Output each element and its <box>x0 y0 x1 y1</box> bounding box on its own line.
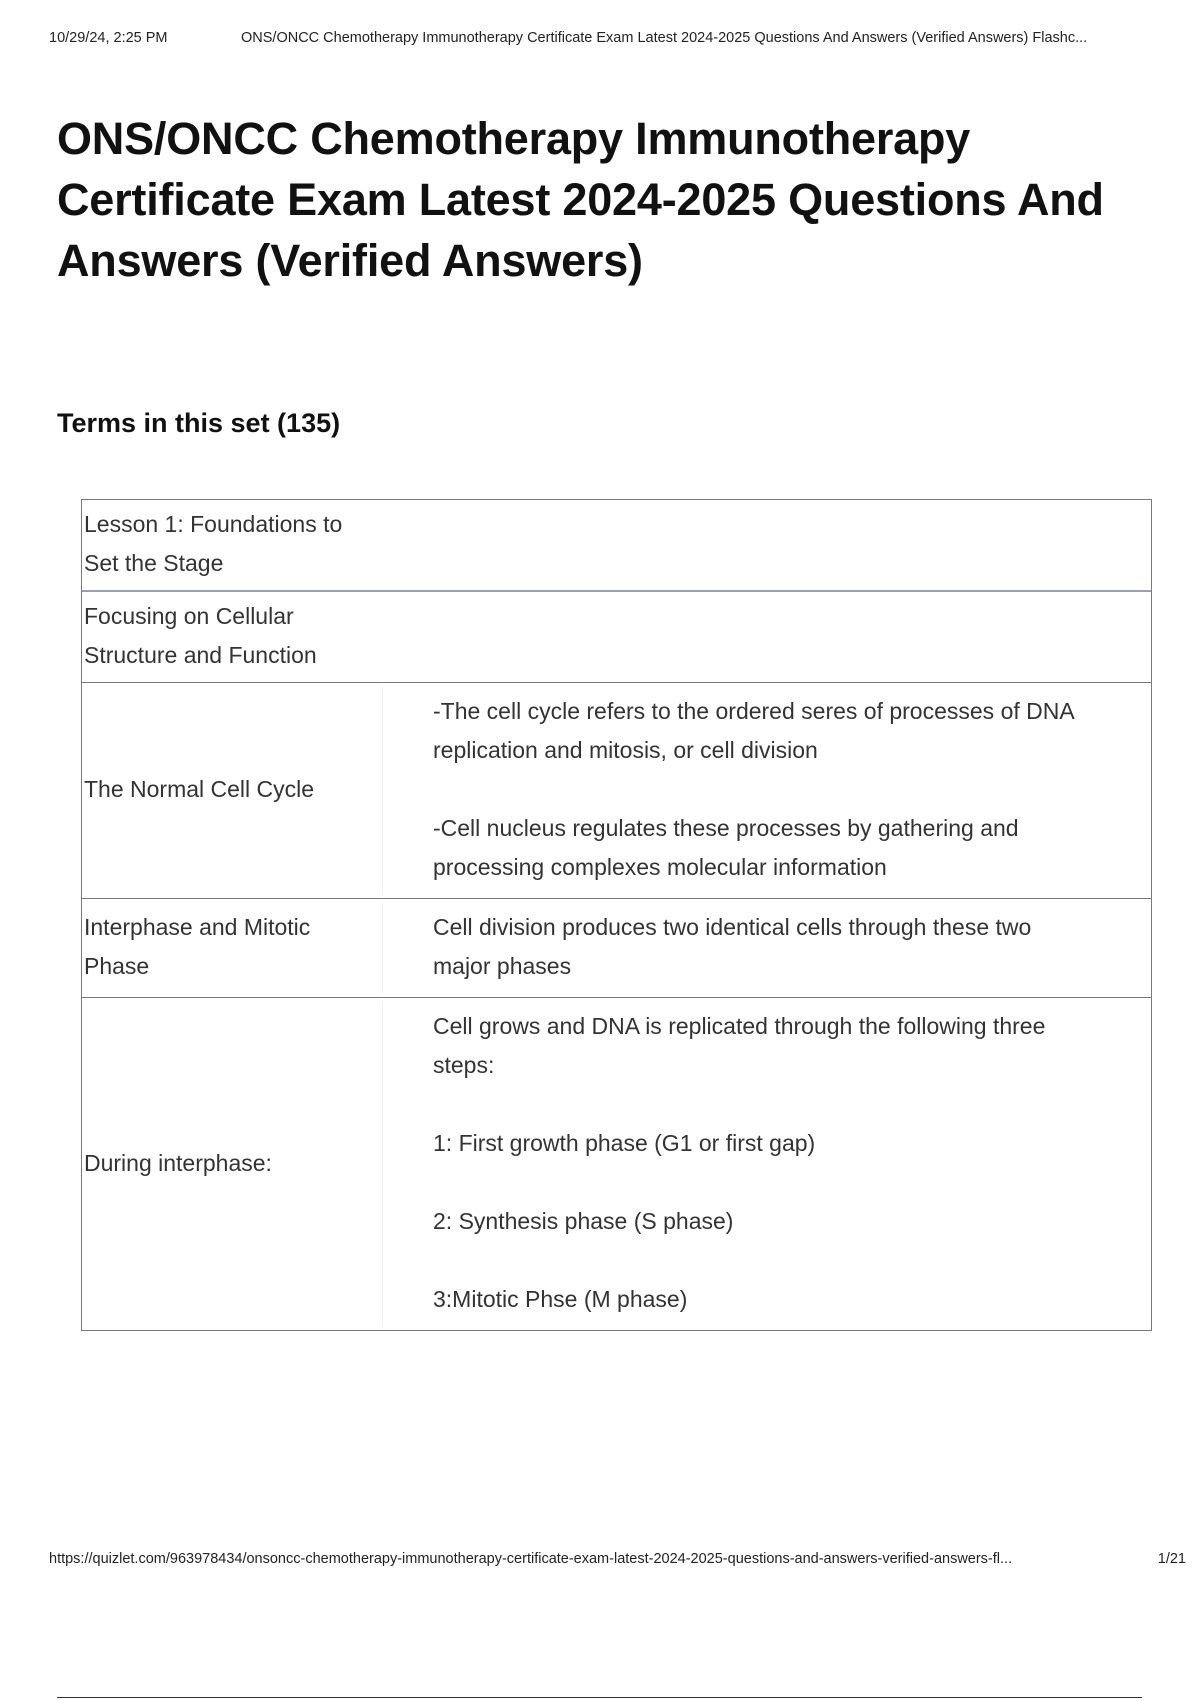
definition-paragraph: Cell grows and DNA is replicated through the following three steps: <box>433 1013 1046 1078</box>
page-number: 1/21 <box>1157 1551 1186 1567</box>
definition-paragraph: Cell division produces two identical cells through these two major phases <box>433 914 1032 979</box>
definition-cell <box>382 903 1151 993</box>
term-row <box>82 682 1151 898</box>
page-title: ONS/ONCC Chemotherapy Immunotherapy Certificate Exam Latest 2024-2025 Questions And Answers (Verified Answers) <box>57 113 1104 286</box>
term-row <box>82 590 1151 682</box>
term-cell <box>82 899 382 997</box>
print-document-title: ONS/ONCC Chemotherapy Immunotherapy Certificate Exam Latest 2024-2025 Questions And Answers (Verified Answers) Flashc... <box>241 30 1088 46</box>
term-row <box>82 997 1151 1330</box>
term-text: The Normal Cell Cycle <box>84 776 315 802</box>
definition-cell <box>382 687 1151 894</box>
term-text: Interphase and Mitotic Phase <box>84 914 311 979</box>
print-date: 10/29/24, 2:25 PM <box>49 30 168 46</box>
term-cell <box>82 500 382 590</box>
term-cell <box>82 683 382 898</box>
term-row <box>82 500 1151 590</box>
term-cell <box>82 592 382 682</box>
print-header <box>49 30 1186 50</box>
print-footer <box>49 1551 1186 1571</box>
term-cell <box>82 998 382 1330</box>
definition-paragraph: -The cell cycle refers to the ordered seres of processes of DNA replication and mitosis, or cell division <box>433 698 1074 763</box>
print-url: https://quizlet.com/963978434/onsoncc-chemotherapy-immunotherapy-certificate-exam-latest-2024-2025-questions-and-answers-verified-answers-fl... <box>49 1551 1013 1567</box>
term-row <box>82 898 1151 997</box>
terms-count-heading: Terms in this set (135) <box>57 408 341 438</box>
definition-paragraph: 2: Synthesis phase (S phase) <box>433 1208 734 1234</box>
page-divider <box>57 1697 1142 1698</box>
terms-table <box>81 499 1152 1331</box>
term-text: Focusing on Cellular Structure and Function <box>84 603 317 668</box>
definition-paragraph: 1: First growth phase (G1 or first gap) <box>433 1130 816 1156</box>
definition-paragraph: -Cell nucleus regulates these processes by gathering and processing complexes molecular information <box>433 815 1019 880</box>
definition-cell <box>382 1002 1151 1326</box>
term-text: During interphase: <box>84 1149 272 1176</box>
term-text: Lesson 1: Foundations to Set the Stage <box>84 511 343 576</box>
definition-paragraph: 3:Mitotic Phse (M phase) <box>433 1286 688 1312</box>
